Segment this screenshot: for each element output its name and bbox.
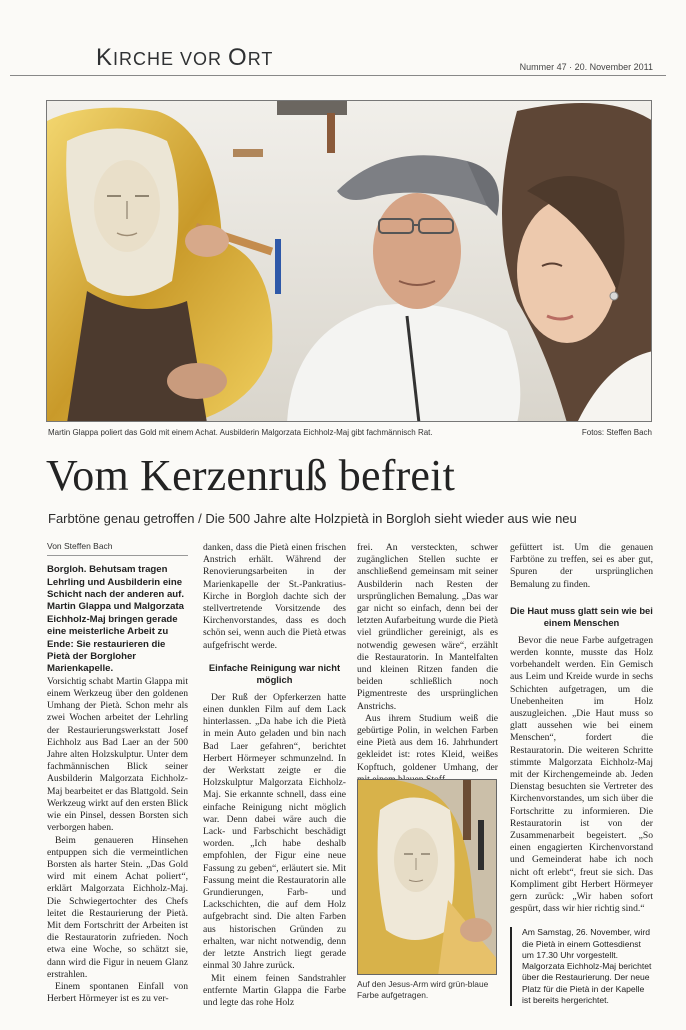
paragraph: gefüttert ist. Um die genauen Farbtöne zu treffen, sei es aber gut, Spuren der ursprünglichen Bemalung zu finden. — [510, 542, 653, 590]
paragraph: Beim genaueren Hinsehen entpuppen sich die vermeintlichen Borsten als harter Stein. „Das Gold wird mit einem Achat poliert“, erklärt Malgorzata Eichholz-Maj. Die Schwiegertochter des Chefs leitet die Restaurierung der Pietà. Mit dem Fortschritt der Arbeiten ist die Restauratorin zufrieden. Noch etwa eine Woche, so schätzt sie, dann wird die Figur in neuem Glanz erstrahlen. — [47, 834, 188, 980]
photo-caption: Martin Glappa poliert das Gold mit einem Achat. Ausbilderin Malgorzata Eichholz-Maj gibt fachmännisch Rat. — [48, 428, 433, 437]
page-header — [0, 0, 686, 78]
paragraph: Der Ruß der Opferkerzen hatte einen dunklen Film auf dem Lack hinterlassen. „Da habe ich die Pietà in mein Auto geladen und bin nach Bad Laer gefahren“, berichtet Herbert Hörmeyer schmunzelnd. In der Werkstatt zeigte er die Holzskulptur Malgorzata Eichholz-Maj. Sie erkannte schnell, dass eine einfache Reinigung nicht möglich war. Denn dabei wäre auch die Lack- und Farbschicht beschädigt worden. „Ich habe deshalb empfohlen, der Figur eine neue Fassung zu geben“, erläutert sie. Mit Fassung meint die Restauratorin alle Grundierungen, Farb- und Lackschichten, die auf dem Holz aufgebracht sind. Die alten Farben aus historischen Gründen zu erhalten, war nicht notwendig, denn der letzte Anstrich liegt gerade einmal 30 Jahre zurück. — [203, 691, 346, 972]
paragraph: Bevor die neue Farbe aufgetragen werden konnte, musste das Holz vorbehandelt werden. Ein Gemisch aus Leim und Kreide wurde in sechs Schichten aufgetragen, um die Unebenheiten im Holz auszugleichen. „Die Haut muss so glatt aussehen wie bei einem Menschen“, fordert die Restauratorin. Die weiteren Schritte stimmte Malgorzata Eichholz-Maj mit der Kirchengemeinde ab. Jeden Dienstag besuchten sie Vertreter des Kirchenvorstandes, um sich über die Fortschritte zu informieren. Die Restauratorin ist von der Zusammenarbeit begeistert. „So einen engagierten Kirchenvorstand und Gemeinderat habe ich noch nicht oft erlebt“, freut sie sich. Das Kompliment gibt Herbert Hörmeyer gern zurück: „Wir haben sofort gespürt, dass wir hier richtig sind.“ — [510, 634, 653, 915]
subheading-1: Einfache Reinigung war nicht möglich — [208, 661, 341, 685]
article-column-3 — [357, 542, 498, 786]
photo-credit: Fotos: Steffen Bach — [581, 428, 652, 437]
paragraph: frei. An versteckten, schwer zugänglichen Stellen suchte er anschließend gemeinsam mit seiner Ausbilderin nach Resten der ursprünglichen Bemalung. „Das war gar nicht so einfach, denn bei der letzten Aufarbeitung wurde die Pietà viel gründlicher gereinigt, als es notwendig gewesen wäre“, erzählt die Restauratorin. In Mantelfalten und kleinen Ritzen fanden die beiden schließlich noch Pigmentreste des ursprünglichen Anstrichs. — [357, 542, 498, 712]
byline: Von Steffen Bach — [47, 540, 188, 556]
section-title: KIRCHE VOR ORT — [96, 44, 274, 71]
article-column-1 — [47, 540, 188, 1005]
paragraph: Einem spontanen Einfall von Herbert Hörmeyer ist es zu ver- — [47, 980, 188, 1005]
subheading-2: Die Haut muss glatt sein wie bei einem Menschen — [510, 604, 653, 628]
paragraph: Aus ihrem Studium weiß die gebürtige Polin, in welchen Farben eine Pietà aus dem 16. Jahrhundert gekleidet ist: rotes Kleid, weißes Kopftuch, goldener Umhang, der — [357, 712, 498, 773]
inset-photo — [357, 779, 497, 975]
inset-caption: Auf den Jesus-Arm wird grün-blaue Farbe aufgetragen. — [357, 979, 489, 1000]
issue-info: Nummer 47 · 20. November 2011 — [519, 62, 653, 72]
article-lead: Borgloh. Behutsam tragen Lehrling und Ausbilderin eine Schicht nach der anderen auf. Martin Glappa und Malgorzata Eichholz-Maj bringen gerade eine meisterliche Arbeit zu Ende: Sie restaurieren die Pietà der Borgloher Marienkapelle. — [47, 564, 185, 675]
paragraph: Mit einem feinen Sandstrahler entfernte Martin Glappa die Farbe und legte das rohe Holz — [203, 972, 346, 1008]
article-column-2 — [203, 542, 346, 1009]
main-photo — [46, 100, 652, 422]
event-info-box: Am Samstag, 26. November, wird die Pietà in einem Gottesdienst um 17.30 Uhr vorgestellt. Malgorzata Eichholz-Maj berichtet über die Restaurierung. Der neue Platz für die Pietà in der Kapelle ist bereits hergerichtet. — [510, 927, 653, 1005]
paragraph: Vorsichtig schabt Martin Glappa mit einem Werkzeug über den goldenen Umhang der Pietà. Schon mehr als zwei Wochen arbeitet der Lehrling der Restaurierungswerkstatt Josef Eichholz aus Bad Laer an der 500 Jahre alten Holzskulptur. Unter dem fachmännischen Blick seiner Ausbilderin Malgorzata Eichholz-Maj bearbeitet er das Blattgold. Sein Werkzeug wirkt auf den ersten Blick wie ein Pinsel, dessen Borsten sich verborgen haben. — [47, 675, 188, 834]
article-headline: Vom Kerzenruß befreit — [46, 451, 456, 500]
header-rule — [10, 75, 666, 76]
article-subheadline: Farbtöne genau getroffen / Die 500 Jahre alte Holzpietà in Borgloh sieht wieder aus wie neu — [48, 511, 577, 526]
paragraph: danken, dass die Pietà einen frischen Anstrich erhält. Während der Renovierungsarbeiten in der Marienkapelle der St.-Pankratius-Kirche in Borgloh dachte sich der stellvertretende Vorsitzende des Kirchenvorstandes, dass es doch schön sei, wenn auch die Pietà etwas aufgefrischt werde. — [203, 542, 346, 651]
article-column-4 — [510, 542, 653, 1006]
